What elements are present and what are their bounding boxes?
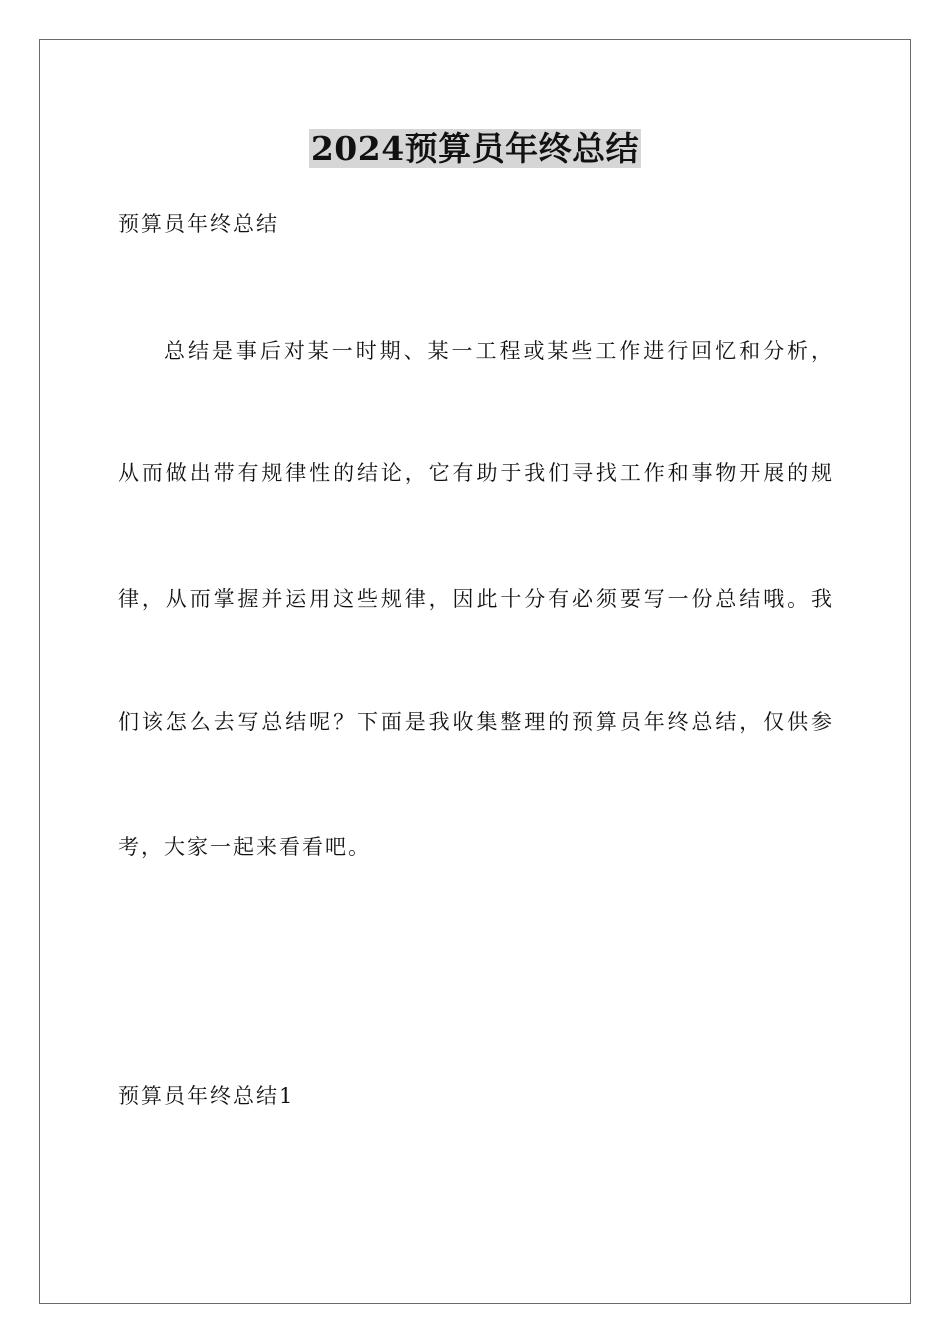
section-heading: 预算员年终总结1 — [118, 1084, 295, 1108]
subheading: 预算员年终总结 — [118, 212, 279, 236]
paragraph-line-1: 总结是事后对某一时期、某一工程或某些工作进行回忆和分析， — [164, 339, 832, 363]
paragraph-line-3: 律，从而掌握并运用这些规律，因此十分有必须要写一份总结哦。我 — [118, 587, 832, 611]
document-title-text: 2024预算员年终总结 — [310, 129, 640, 168]
document-title — [0, 127, 950, 171]
paragraph-line-2: 从而做出带有规律性的结论，它有助于我们寻找工作和事物开展的规 — [118, 461, 832, 485]
paragraph-line-5: 考，大家一起来看看吧。 — [118, 835, 371, 859]
paragraph-line-4: 们该怎么去写总结呢？下面是我收集整理的预算员年终总结，仅供参 — [118, 710, 832, 734]
